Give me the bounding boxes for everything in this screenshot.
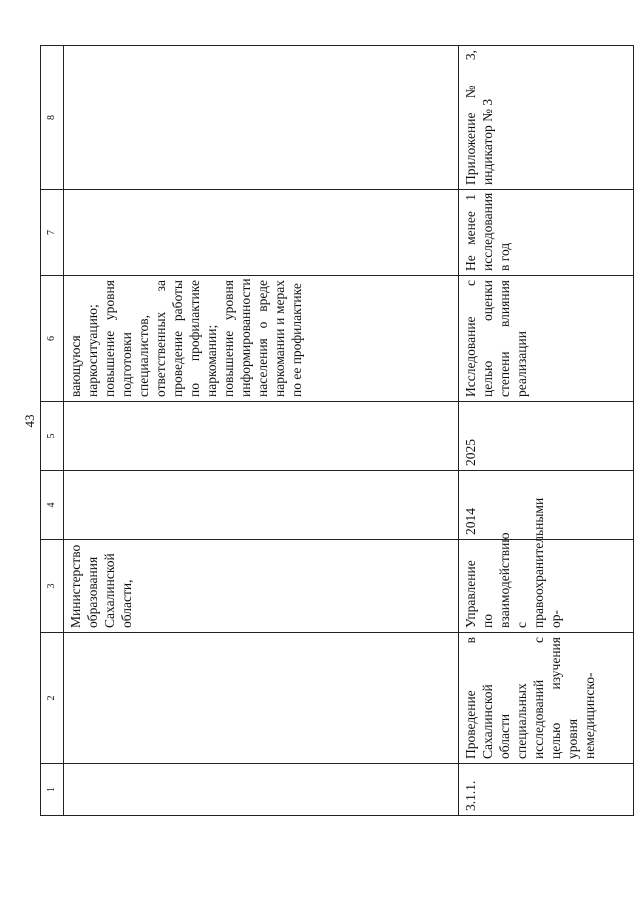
cell-end-year: 2025 <box>459 402 634 471</box>
cell-start-year <box>64 471 459 540</box>
cell-expected-result: вающуюся наркоситуацию; повышение уровня подготовки специалистов, ответственных за проведение работы по профилактике наркомании; повышение уровня информированности населения о вреде наркомании и мерах по ее профилактике <box>64 276 459 402</box>
cell-executor: Управление по взаимодействию с правоохранительными ор- <box>459 540 634 633</box>
header-cell: 1 <box>41 764 64 816</box>
cell-reference <box>64 46 459 190</box>
header-cell: 7 <box>41 190 64 276</box>
cell-number: 3.1.1. <box>459 764 634 816</box>
cell-expected-result: Исследование с целью оценки степени влияния реализации <box>459 276 634 402</box>
cell-number <box>64 764 459 816</box>
table-row <box>459 46 634 816</box>
cell-target-value: Не менее 1 исследования в год <box>459 190 634 276</box>
header-cell: 4 <box>41 471 64 540</box>
header-cell: 3 <box>41 540 64 633</box>
rotated-table-container <box>40 46 626 816</box>
cell-reference: Приложение № 3, индикатор № 3 <box>459 46 634 190</box>
header-cell: 8 <box>41 46 64 190</box>
cell-start-year: 2014 <box>459 471 634 540</box>
cell-end-year <box>64 402 459 471</box>
cell-target-value <box>64 190 459 276</box>
cell-activity <box>64 633 459 764</box>
cell-executor: Министерство образования Сахалинской области, <box>64 540 459 633</box>
program-table <box>40 45 634 816</box>
header-cell: 6 <box>41 276 64 402</box>
table-header-row <box>41 46 64 816</box>
header-cell: 2 <box>41 633 64 764</box>
page-number: 43 <box>22 414 37 428</box>
cell-activity: Проведение в Сахалинской области специальных исследований с целью изучения уровня немедицинско- <box>459 633 634 764</box>
header-cell: 5 <box>41 402 64 471</box>
table-row <box>64 46 459 816</box>
